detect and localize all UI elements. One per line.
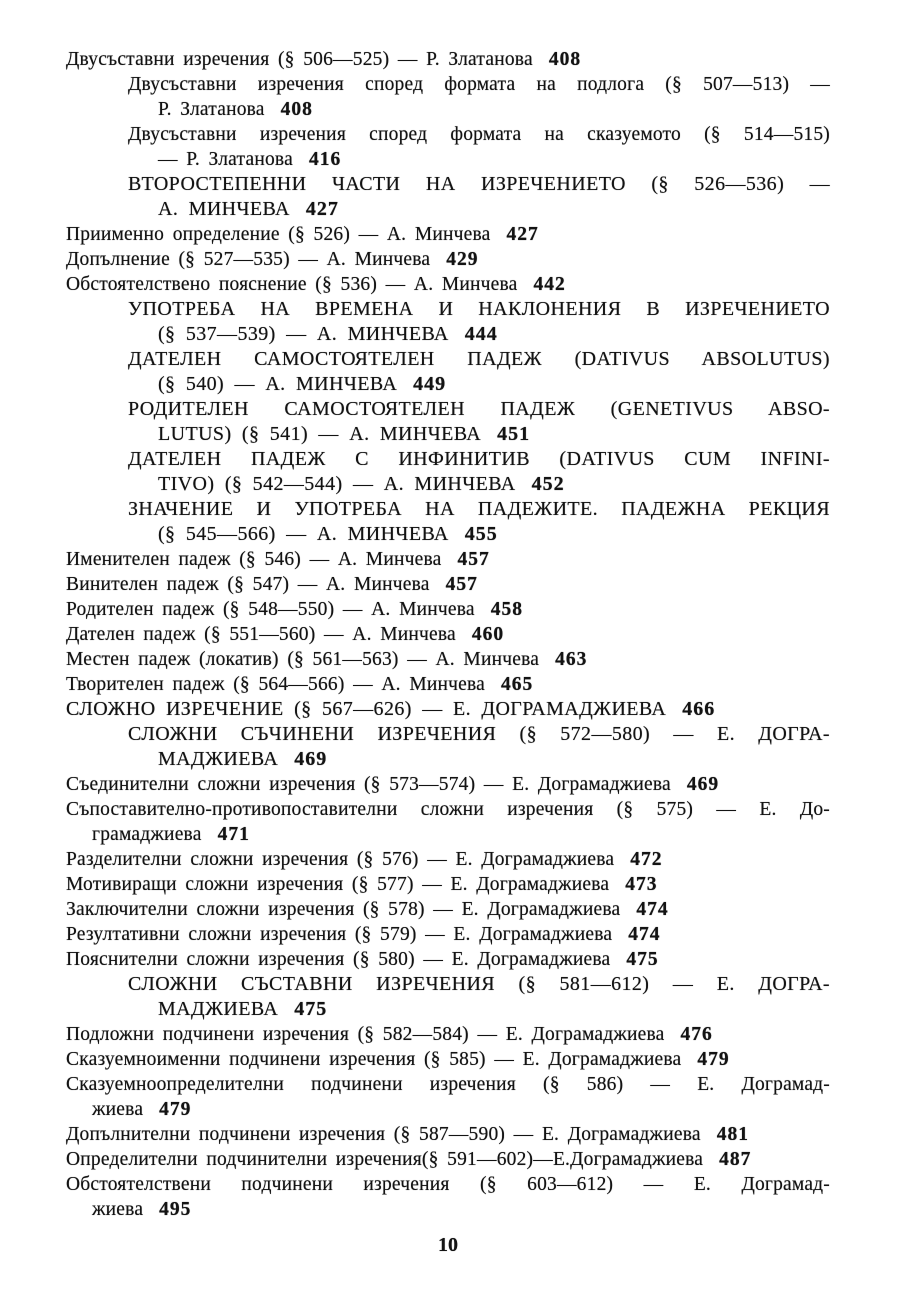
toc-entry — [66, 572, 830, 597]
toc-entry — [66, 847, 830, 872]
page-ref: 429 — [446, 249, 479, 270]
toc-entry-line: жиева 479 — [92, 1099, 192, 1120]
toc-entry — [66, 247, 830, 272]
toc-entry-line: Двусъставни изречения (§ 506—525) — Р. Златанова 408 — [66, 49, 582, 70]
page-ref: 487 — [719, 1149, 752, 1170]
toc-entry — [66, 947, 830, 972]
page-ref: 466 — [682, 698, 716, 720]
page-ref: 442 — [533, 274, 566, 295]
page-ref: 427 — [305, 198, 339, 220]
toc-entry — [66, 697, 830, 722]
page-ref: 479 — [697, 1049, 730, 1070]
toc-entry-line: грамаджиева 471 — [92, 824, 250, 845]
page-ref: 495 — [159, 1199, 192, 1220]
page-ref: 475 — [626, 949, 659, 970]
page-number: 10 — [438, 1234, 458, 1256]
toc-entry-line: СЛОЖНИ СЪСТАВНИ ИЗРЕЧЕНИЯ (§ 581—612) — Е. ДОГРА- — [128, 973, 830, 995]
toc-entry-line: ЗНАЧЕНИЕ И УПОТРЕБА НА ПАДЕЖИТЕ. ПАДЕЖНА РЕКЦИЯ — [128, 498, 830, 520]
toc-entry — [66, 1047, 830, 1072]
toc-entry-line: МАДЖИЕВА 469 — [158, 748, 328, 770]
page-ref: 469 — [294, 748, 328, 770]
toc-entry — [66, 722, 830, 772]
page-ref: 449 — [413, 373, 447, 395]
toc-entry-line: LUTUS) (§ 541) — А. МИНЧЕВА 451 — [158, 423, 531, 445]
toc-entry-line: СЛОЖНО ИЗРЕЧЕНИЕ (§ 567—626) — Е. ДОГРАМАДЖИЕВА 466 — [66, 698, 716, 720]
toc-entry-line: РОДИТЕЛЕН САМОСТОЯТЕЛЕН ПАДЕЖ (GENETIVUS ABSO- — [128, 398, 830, 420]
page-ref: 475 — [294, 998, 328, 1020]
toc-entry-line: ДАТЕЛЕН САМОСТОЯТЕЛЕН ПАДЕЖ (DATIVUS ABSOLUTUS) — [128, 348, 830, 370]
page-ref: 463 — [555, 649, 588, 670]
toc-entry-line: Резултативни сложни изречения (§ 579) — Е. Дограмаджиева 474 — [66, 924, 661, 945]
toc-entry-line: Местен падеж (локатив) (§ 561—563) — А. Минчева 463 — [66, 649, 588, 670]
page-ref: 472 — [630, 849, 663, 870]
toc-entry-line: Сказуемноопределителни подчинени изречения (§ 586) — Е. Дограмад- — [66, 1074, 830, 1095]
toc-entry — [66, 1122, 830, 1147]
page-ref: 471 — [217, 824, 250, 845]
page-ref: 474 — [628, 924, 661, 945]
toc-entry-line: Приименно определение (§ 526) — А. Минчева 427 — [66, 224, 539, 245]
toc-entry — [66, 122, 830, 172]
toc-entry-line: Двусъставни изречения според формата на подлога (§ 507—513) — — [128, 74, 830, 95]
toc-entry-line: Родителен падеж (§ 548—550) — А. Минчева 458 — [66, 599, 524, 620]
toc-entry-line: (§ 537—539) — А. МИНЧЕВА 444 — [158, 323, 498, 345]
toc-entry-line: Разделителни сложни изречения (§ 576) — Е. Дограмаджиева 472 — [66, 849, 663, 870]
toc-entry-line: TIVO) (§ 542—544) — А. МИНЧЕВА 452 — [158, 473, 565, 495]
page-ref: 460 — [471, 624, 505, 645]
page-ref: 465 — [501, 674, 534, 695]
toc-entry — [66, 797, 830, 847]
toc-entry-line: МАДЖИЕВА 475 — [158, 998, 328, 1020]
toc-entry-line: Допълнителни подчинени изречения (§ 587—590) — Е. Дограмаджиева 481 — [66, 1124, 749, 1145]
toc-entry-line: (§ 545—566) — А. МИНЧЕВА 455 — [158, 523, 498, 545]
page-ref: 481 — [716, 1124, 749, 1145]
toc-entry — [66, 897, 830, 922]
toc-entry-line: ВТОРОСТЕПЕННИ ЧАСТИ НА ИЗРЕЧЕНИЕТО (§ 526—536) — — [128, 173, 830, 195]
page-ref: 473 — [625, 874, 658, 895]
toc-entry-line: Творителен падеж (§ 564—566) — А. Минчева 465 — [66, 674, 534, 695]
toc-entry — [66, 172, 830, 222]
page-ref: 451 — [497, 423, 531, 445]
page-ref: 416 — [308, 149, 342, 170]
toc-entry-line: А. МИНЧЕВА 427 — [158, 198, 339, 220]
toc-entry-line: Обстоятелствени подчинени изречения (§ 603—612) — Е. Дограмад- — [66, 1174, 830, 1195]
page-ref: 444 — [464, 323, 498, 345]
toc-entry-line: ДАТЕЛЕН ПАДЕЖ С ИНФИНИТИВ (DATIVUS CUM INFINI- — [128, 448, 830, 470]
toc-entry-line: Винителен падеж (§ 547) — А. Минчева 457 — [66, 574, 478, 595]
toc-entry — [66, 347, 830, 397]
toc-entry — [66, 597, 830, 622]
toc-entry — [66, 397, 830, 447]
toc-entry — [66, 647, 830, 672]
page-ref: 408 — [280, 99, 313, 120]
toc-entry — [66, 222, 830, 247]
toc-entry-line: СЛОЖНИ СЪЧИНЕНИ ИЗРЕЧЕНИЯ (§ 572—580) — Е. ДОГРА- — [128, 723, 830, 745]
toc-entry — [66, 672, 830, 697]
toc-entry-line: — Р. Златанова 416 — [158, 149, 342, 170]
toc-entry-line: Сказуемноименни подчинени изречения (§ 585) — Е. Дограмаджиева 479 — [66, 1049, 730, 1070]
toc-entry — [66, 297, 830, 347]
toc-list — [66, 47, 830, 1222]
toc-entry-line: Обстоятелствено пояснение (§ 536) — А. Минчева 442 — [66, 274, 566, 295]
toc-entry — [66, 1072, 830, 1122]
toc-entry — [66, 272, 830, 297]
page-ref: 455 — [464, 523, 498, 545]
page-ref: 474 — [636, 899, 669, 920]
toc-entry-line: Подложни подчинени изречения (§ 582—584) — Е. Дограмаджиева 476 — [66, 1024, 713, 1045]
toc-entry-line: Мотивиращи сложни изречения (§ 577) — Е. Дограмаджиева 473 — [66, 874, 658, 895]
toc-entry-line: Р. Златанова 408 — [158, 99, 313, 120]
toc-entry — [66, 72, 830, 122]
toc-entry — [66, 972, 830, 1022]
page-ref: 457 — [445, 574, 478, 595]
toc-entry-line: Допълнение (§ 527—535) — А. Минчева 429 — [66, 249, 479, 270]
toc-entry — [66, 47, 830, 72]
page-ref: 452 — [531, 473, 565, 495]
toc-entry-line: Съпоставително-противопоставителни сложни изречения (§ 575) — Е. До- — [66, 799, 830, 820]
toc-entry — [66, 1172, 830, 1222]
page-ref: 458 — [490, 599, 524, 620]
toc-entry-line: (§ 540) — А. МИНЧЕВА 449 — [158, 373, 447, 395]
page-ref: 457 — [457, 549, 490, 570]
toc-entry-line: УПОТРЕБА НА ВРЕМЕНА И НАКЛОНЕНИЯ В ИЗРЕЧЕНИЕТО — [128, 298, 830, 320]
toc-entry-line: жиева 495 — [92, 1199, 192, 1220]
toc-entry — [66, 622, 830, 647]
page-ref: 479 — [159, 1099, 192, 1120]
toc-entry-line: Заключителни сложни изречения (§ 578) — Е. Дограмаджиева 474 — [66, 899, 669, 920]
toc-entry-line: Определителни подчинителни изречения(§ 591—602)—Е.Дограмаджиева 487 — [66, 1149, 752, 1170]
page-ref: 469 — [686, 774, 720, 795]
toc-entry — [66, 1022, 830, 1047]
page-ref: 476 — [680, 1024, 713, 1045]
toc-entry — [66, 922, 830, 947]
toc-entry-line: Двусъставни изречения според формата на сказуемото (§ 514—515) — [128, 124, 830, 145]
toc-entry-line: Пояснителни сложни изречения (§ 580) — Е. Дограмаджиева 475 — [66, 949, 659, 970]
toc-entry-line: Именителен падеж (§ 546) — А. Минчева 457 — [66, 549, 490, 570]
toc-entry — [66, 1147, 830, 1172]
toc-entry — [66, 447, 830, 497]
page-ref: 427 — [506, 224, 539, 245]
toc-entry — [66, 547, 830, 572]
toc-entry — [66, 872, 830, 897]
toc-entry-line: Съединителни сложни изречения (§ 573—574) — Е. Дограмаджиева 469 — [66, 774, 720, 795]
toc-entry — [66, 497, 830, 547]
toc-entry-line: Дателен падеж (§ 551—560) — А. Минчева 460 — [66, 624, 505, 645]
page-ref: 408 — [548, 49, 582, 70]
toc-entry — [66, 772, 830, 797]
